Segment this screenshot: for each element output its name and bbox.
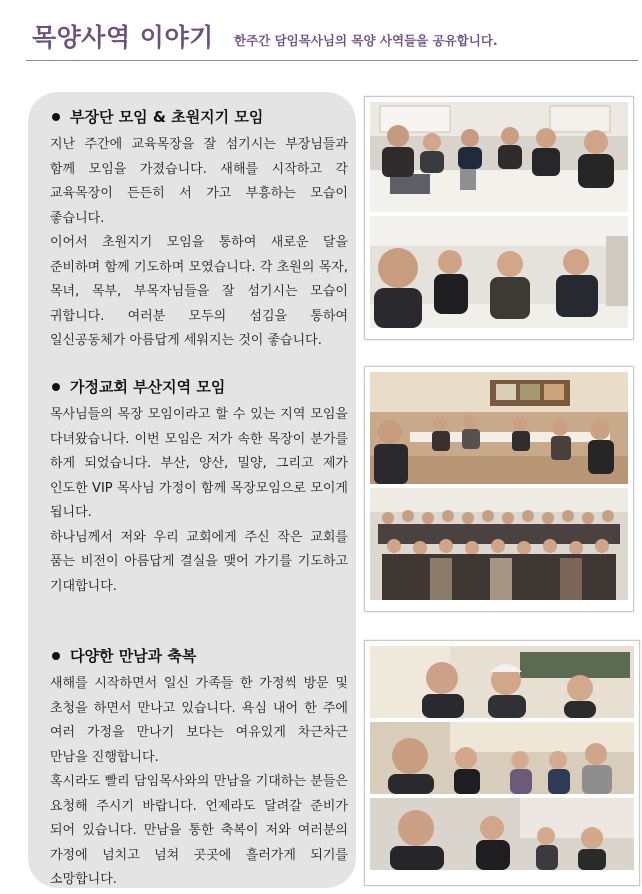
photo-group-busan — [364, 366, 634, 612]
paragraph: 새해를 시작하면서 일신 가족들 한 가정씩 방문 및 초청을 하면서 만나고 있습니다. 욕심 내어 한 주에 여러 가정을 만나기 보다는 여유있게 차근차근 만남을 진행합니다. — [50, 676, 348, 765]
section-title — [50, 106, 348, 127]
section-title-text: 가정교회 부산지역 모임 — [70, 378, 226, 396]
bullet-icon — [52, 652, 60, 660]
paragraph: 하나님께서 저와 우리 교회에게 주신 작은 교회를 품는 비전이 아름답게 결실을 맺어 가기를 기도하고 기대합니다. — [50, 529, 348, 594]
page-subtitle: 한주간 담임목사님의 목양 사역들을 공유합니다. — [234, 33, 498, 48]
photo-group-leaders — [364, 96, 634, 340]
cafe-selfie-photo — [370, 646, 634, 718]
photo-group-visits — [364, 640, 640, 886]
large-group-photo — [370, 488, 628, 600]
family-visit-selfie — [370, 722, 634, 794]
section-title-text: 부장단 모임 & 초원지기 모임 — [70, 108, 264, 126]
section-title — [50, 376, 348, 397]
paragraph: 목사님들의 목장 모임이라고 할 수 있는 지역 모임을 다녀왔습니다. 이번 모임은 저가 속한 목장이 분가를 하게 되었습니다. 부산, 양산, 밀양, 그리고 제가 인도한 VIP 목사님 가정이 함께 목장모임으로 모이게 됩니다. — [50, 407, 348, 520]
restaurant-gathering-photo — [370, 372, 628, 484]
section-title-text: 다양한 만남과 축복 — [70, 647, 197, 665]
meeting-group-selfie — [370, 216, 628, 328]
paragraph: 이어서 초원지기 모임을 통하여 새로운 달을 준비하며 함께 기도하며 모였습니다. 각 초원의 목자, 목녀, 목부, 부목자님들을 잘 섬기시는 모습이 귀합니다. 여러분 모두의 섬김을 통하여 일신공동체가 아름답게 세워지는 것이 좋습니다. — [50, 235, 348, 348]
section-leaders-meeting — [50, 106, 348, 354]
bullet-icon — [52, 113, 60, 121]
page-header — [0, 0, 642, 62]
home-visit-selfie — [370, 798, 634, 870]
section-title — [50, 645, 348, 666]
bullet-icon — [52, 383, 60, 391]
page-title: 목양사역 이야기 — [32, 23, 214, 52]
header-divider — [26, 60, 638, 61]
paragraph: 혹시라도 빨리 담임목사와의 만남을 기대하는 분들은 요청해 주시기 바랍니다. 언제라도 달려갈 준비가 되어 있습니다. 만남을 통한 축복이 저와 여러분의 가정에 넘치고 넘쳐 곳곳에 흘러가게 되기를 소망합니다. — [50, 774, 348, 887]
paragraph: 지난 주간에 교육목장을 잘 섬기시는 부장님들과 함께 모임을 가졌습니다. 새해를 시작하고 각 교육목장이 든든히 서 가고 부흥하는 모습이 좋습니다. — [50, 137, 348, 226]
section-busan-meeting — [50, 376, 348, 599]
meeting-table-photo — [370, 102, 628, 212]
section-meetings-blessings — [50, 645, 348, 893]
